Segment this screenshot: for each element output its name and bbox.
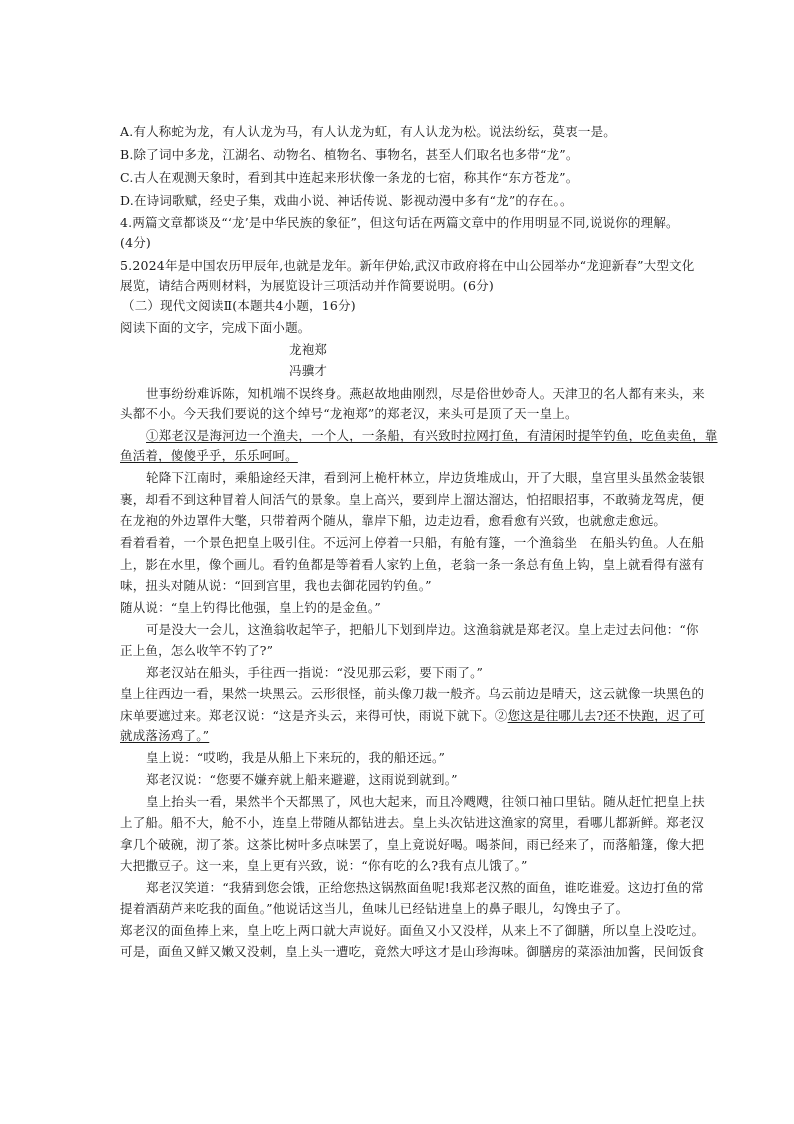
article-line: 提着酒葫芦来吃我的面鱼。”他说话这当儿，鱼味儿已经钻进皇上的鼻子眼儿，勾馋虫子了。 xyxy=(120,901,629,916)
article-author: 冯骥才 xyxy=(289,363,328,378)
section-heading: （二）现代文阅读Ⅱ(本题共4小题，16分) xyxy=(122,298,356,313)
section-instruction: 阅读下面的文字，完成下面小题。 xyxy=(120,320,311,335)
article-line-underlined xyxy=(146,426,718,446)
option-a: A.有人称蛇为龙，有人认龙为马，有人认龙为虹，有人认龙为松。说法纷纭，莫衷一是。 xyxy=(120,124,617,139)
article-text: 床单要遮过来。郑老汉说：“这是齐头云，来得可快，雨说下就下。② xyxy=(120,708,508,723)
article-line: 头都不小。今天我们要说的这个绰号“龙袍郑”的郑老汉，来头可是顶了天一皇上。 xyxy=(120,406,578,421)
article-line: 世事纷纷难诉陈，知机端不误终身。燕赵故地曲刚烈，尽是俗世妙奇人。天津卫的名人都有来头，来 xyxy=(146,386,705,401)
option-c: C.古人在观测天象时，看到其中连起来形状像一条龙的七宿，称其作“东方苍龙”。 xyxy=(120,170,579,185)
article-line: 正上鱼，怎么收竿不钓了?” xyxy=(120,643,274,658)
option-b: B.除了词中多龙，江湖名、动物名、植物名、事物名，甚至人们取名也多带“龙”。 xyxy=(120,147,579,162)
underlined-passage-2-cont: 就成落汤鸡了。” xyxy=(120,728,210,743)
article-line: 裹，却看不到这种冒着人间活气的景象。皇上高兴，要到岸上溜达溜达，怕招眼招事，不敢骑龙驾虎，便 xyxy=(120,492,705,507)
article-line: 郑老汉笑道：“我猜到您会饿，正给您热这锅熬面鱼呢!我郑老汉熬的面鱼，谁吃谁爱。这边打鱼的常 xyxy=(146,880,704,895)
underlined-passage-1-cont: 鱼活着，傻傻乎乎，乐乐呵呵。 xyxy=(120,448,298,463)
question-4-line-1: 4.两篇文章都谈及“‘龙’是中华民族的象征”，但这句话在两篇文章中的作用明显不同,说说你的理解。 xyxy=(120,215,679,230)
article-line: 轮降下江南时，乘船途经天津，看到河上桅杆林立，岸边货堆成山，开了大眼，皇宫里头虽然金装银 xyxy=(146,470,705,485)
question-5-line-1: 5.2024年是中国农历甲辰年,也就是龙年。新年伊始,武汉市政府将在中山公园举办“龙迎新春”大型文化 xyxy=(120,258,695,273)
article-line: 随从说：“皇上钓得比他强，皇上钓的是金鱼。” xyxy=(120,600,381,615)
article-line-underlined xyxy=(120,726,209,746)
underlined-passage-2: 您这是往哪儿去?还不快跑，迟了可 xyxy=(507,708,705,723)
question-4-line-2: (4分) xyxy=(120,235,152,250)
option-d: D.在诗词歌赋，经史子集，戏曲小说、神话传说、影视动漫中多有“龙”的存在。。 xyxy=(120,193,573,208)
article-line: 皇上抬头一看，果然半个天都黑了，风也大起来，而且冷飕飕，往领口袖口里钻。随从赶忙把皇上扶 xyxy=(146,794,705,809)
article-line: 郑老汉的面鱼捧上来，皇上吃上两口就大声说好。面鱼又小又没样，从来上不了御膳，所以皇上没吃过。 xyxy=(120,923,705,938)
article-line: 郑老汉站在船头，手往西一指说：“没见那云彩，要下雨了。” xyxy=(146,665,484,680)
article-line: 郑老汉说：“您要不嫌弃就上船来避避，这雨说到就到。” xyxy=(146,772,458,787)
article-line: 看着看着，一个景色把皇上吸引住。不远河上停着一只船，有舱有篷，一个渔翁坐 在船头钓鱼。人在船 xyxy=(120,535,705,550)
article-line: 可是，面鱼又鲜又嫩又没刺，皇上头一遭吃，竟然大呼这才是山珍海味。御膳房的菜添油加酱，民间饭食 xyxy=(120,944,705,959)
article-line: 味，扭头对随从说：“回到宫里，我也去御花园钓钓鱼。” xyxy=(120,578,432,593)
article-line: 上了船。船不大，舱不小，连皇上带随从都钻进去。皇上头次钻进这渔家的窝里，看哪儿都新鲜。郑老汉 xyxy=(120,815,705,830)
underlined-passage-1: ①郑老汉是海河边一个渔夫，一个人，一条船，有兴致时拉网打鱼，有清闲时提竿钓鱼，吃鱼卖鱼，靠 xyxy=(146,428,718,443)
article-title: 龙袍郑 xyxy=(289,342,328,357)
question-5-line-2: 展览，请结合两则材料，为展览设计三项活动并作简要说明。(6分) xyxy=(120,278,494,293)
article-line: 拿几个破碗，沏了茶。这茶比树叶多点味罢了，皇上竟说好喝。喝茶间，雨已经来了，而落船篷，像大把 xyxy=(120,837,705,852)
article-line-underlined xyxy=(120,446,298,466)
article-line: 大把撒豆子。这一来，皇上更有兴致，说：“你有吃的么?我有点儿饿了。” xyxy=(120,858,528,873)
article-line: 上，影在水里，像个画儿。看钓鱼都是等着看人家钓上鱼，老翁一条一条总有鱼上钩，皇上就看得有滋有 xyxy=(120,557,705,572)
article-line: 皇上往西边一看，果然一块黑云。云形很怪，前头像刀裁一般齐。乌云前边是晴天，这云就像一块黑色的 xyxy=(120,686,705,701)
article-line: 在龙袍的外边罩件大氅，只带着两个随从，靠岸下船，边走边看，愈看愈有兴致，也就愈走愈远。 xyxy=(120,513,667,528)
article-line: 皇上说：“哎哟，我是从船上下来玩的，我的船还远。” xyxy=(146,750,446,765)
article-line: 可是没大一会儿，这渔翁收起竿子，把船儿下划到岸边。这渔翁就是郑老汉。皇上走过去问他：“你 xyxy=(146,622,699,637)
article-line xyxy=(120,706,705,726)
